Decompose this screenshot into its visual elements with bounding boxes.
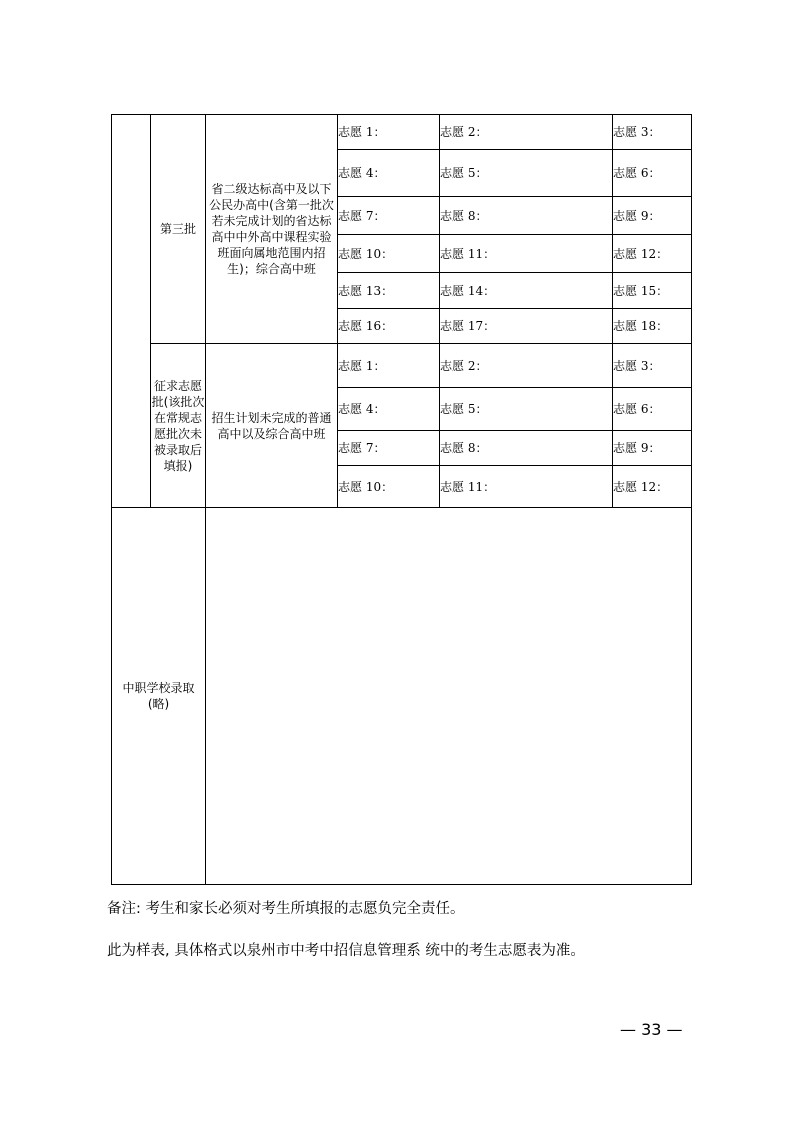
batch-group-cell bbox=[112, 115, 151, 508]
choice-cell[interactable]: 志愿 2： bbox=[440, 115, 613, 150]
remark-note: 备注: 考生和家长必须对考生所填报的志愿负完全责任。 bbox=[107, 901, 465, 917]
choice-cell[interactable]: 志愿 7： bbox=[338, 431, 440, 466]
choice-cell[interactable]: 志愿 6： bbox=[613, 150, 692, 197]
choice-cell[interactable]: 志愿 12： bbox=[613, 466, 692, 508]
choice-cell[interactable]: 志愿 4： bbox=[338, 388, 440, 431]
choice-cell[interactable]: 志愿 6： bbox=[613, 388, 692, 431]
choice-cell[interactable]: 志愿 11： bbox=[440, 466, 613, 508]
choice-cell[interactable]: 志愿 8： bbox=[440, 197, 613, 235]
batch3-row-1 bbox=[112, 115, 692, 150]
choice-cell[interactable]: 志愿 10： bbox=[338, 466, 440, 508]
choice-cell[interactable]: 志愿 16： bbox=[338, 309, 440, 344]
batch3-description: 省二级达标高中及以下公民办高中(含第一批次若未完成计划的省达标高中中外高中课程实验班面向属地范围内招生)；综合高中班 bbox=[206, 115, 338, 344]
supp-row-1 bbox=[112, 344, 692, 388]
supp-batch-label: 征求志愿批(该批次在常规志愿批次未被录取后填报) bbox=[151, 344, 206, 508]
choice-cell[interactable]: 志愿 17： bbox=[440, 309, 613, 344]
supp-batch-description: 招生计划未完成的普通高中以及综合高中班 bbox=[206, 344, 338, 508]
choice-cell[interactable]: 志愿 7： bbox=[338, 197, 440, 235]
volunteer-form-table bbox=[111, 114, 692, 885]
choice-cell[interactable]: 志愿 10： bbox=[338, 235, 440, 273]
choice-cell[interactable]: 志愿 2： bbox=[440, 344, 613, 388]
choice-cell[interactable]: 志愿 1： bbox=[338, 344, 440, 388]
vocational-row bbox=[112, 508, 692, 885]
choice-cell[interactable]: 志愿 11： bbox=[440, 235, 613, 273]
choice-cell[interactable]: 志愿 9： bbox=[613, 197, 692, 235]
vocational-label: 中职学校录取(略) bbox=[112, 508, 206, 885]
choice-cell[interactable]: 志愿 13： bbox=[338, 273, 440, 309]
choice-cell[interactable]: 志愿 5： bbox=[440, 388, 613, 431]
sample-note: 此为样表, 具体格式以泉州市中考中招信息管理系 统中的考生志愿表为准。 bbox=[107, 943, 585, 959]
choice-cell[interactable]: 志愿 8： bbox=[440, 431, 613, 466]
choice-cell[interactable]: 志愿 18： bbox=[613, 309, 692, 344]
choice-cell[interactable]: 志愿 5： bbox=[440, 150, 613, 197]
vocational-content-area bbox=[206, 508, 692, 885]
choice-cell[interactable]: 志愿 4： bbox=[338, 150, 440, 197]
batch3-label: 第三批 bbox=[151, 115, 206, 344]
choice-cell[interactable]: 志愿 3： bbox=[613, 115, 692, 150]
choice-cell[interactable]: 志愿 14： bbox=[440, 273, 613, 309]
choice-cell[interactable]: 志愿 1： bbox=[338, 115, 440, 150]
choice-cell[interactable]: 志愿 15： bbox=[613, 273, 692, 309]
choice-cell[interactable]: 志愿 9： bbox=[613, 431, 692, 466]
choice-cell[interactable]: 志愿 12： bbox=[613, 235, 692, 273]
page-number: — 33 — bbox=[620, 1020, 683, 1039]
choice-cell[interactable]: 志愿 3： bbox=[613, 344, 692, 388]
